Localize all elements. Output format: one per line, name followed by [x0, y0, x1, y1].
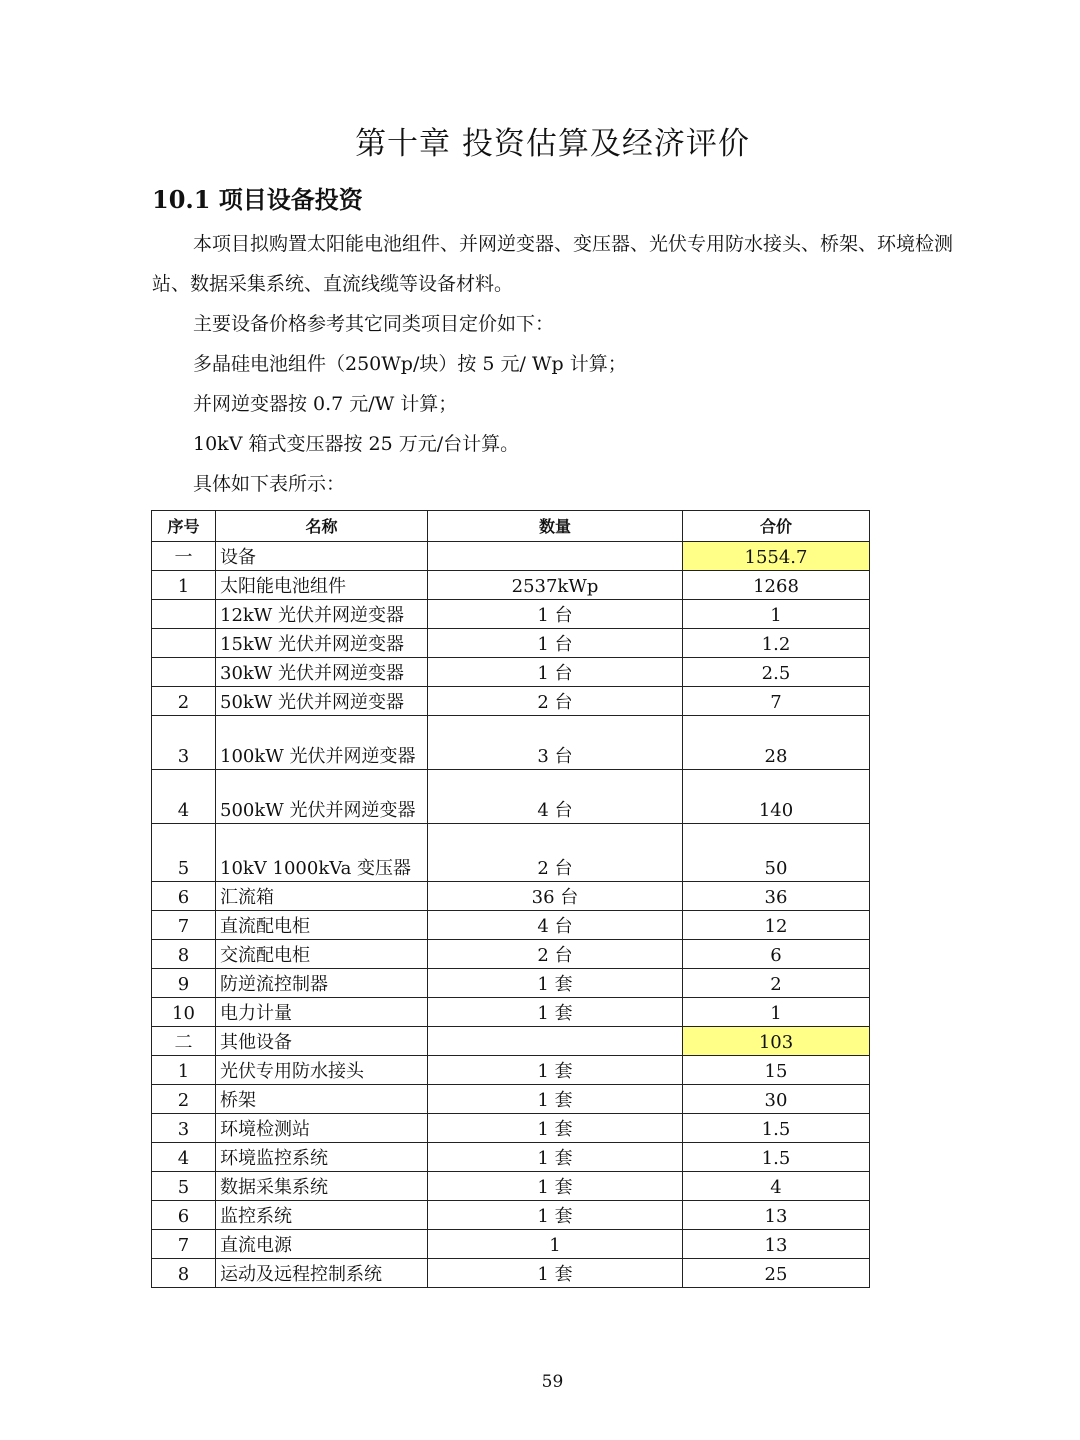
row-price: 36: [683, 882, 870, 911]
row-qty: 1: [428, 1230, 683, 1259]
row-name: 直流电源: [216, 1230, 428, 1259]
table-row: [152, 1114, 870, 1143]
row-qty: 1 套: [428, 969, 683, 998]
table-row: [152, 1143, 870, 1172]
table-row: [152, 1172, 870, 1201]
row-qty: 2537kWp: [428, 571, 683, 600]
row-name: 运动及远程控制系统: [216, 1259, 428, 1288]
row-qty: 1 套: [428, 1143, 683, 1172]
row-price-subtotal: 103: [683, 1027, 870, 1056]
row-seq: 一: [152, 542, 216, 571]
row-price: 140: [683, 770, 870, 824]
row-seq: [152, 629, 216, 658]
table-row: [152, 911, 870, 940]
row-price: 1: [683, 600, 870, 629]
header-name: 名称: [216, 511, 428, 542]
table-row: [152, 600, 870, 629]
row-qty: 1 台: [428, 658, 683, 687]
row-qty: 1 套: [428, 1201, 683, 1230]
table-row: [152, 658, 870, 687]
row-name: 数据采集系统: [216, 1172, 428, 1201]
row-price-subtotal: 1554.7: [683, 542, 870, 571]
row-seq: 4: [152, 770, 216, 824]
row-seq: 8: [152, 1259, 216, 1288]
row-qty: 1 套: [428, 1114, 683, 1143]
row-name: 15kW 光伏并网逆变器: [216, 629, 428, 658]
table-row: [152, 1201, 870, 1230]
row-name: 监控系统: [216, 1201, 428, 1230]
row-qty: 4 台: [428, 770, 683, 824]
row-qty: 4 台: [428, 911, 683, 940]
intro-paragraph: 本项目拟购置太阳能电池组件、并网逆变器、变压器、光伏专用防水接头、桥架、环境检测站、数据采集系统、直流线缆等设备材料。: [152, 233, 954, 295]
row-price: 12: [683, 911, 870, 940]
row-price: 30: [683, 1085, 870, 1114]
table-row: [152, 770, 870, 824]
row-seq: 2: [152, 1085, 216, 1114]
row-seq: 7: [152, 1230, 216, 1259]
row-name: 100kW 光伏并网逆变器: [216, 716, 428, 770]
row-price: 1: [683, 998, 870, 1027]
table-row: [152, 824, 870, 882]
row-qty: 1 套: [428, 1259, 683, 1288]
table-row: [152, 1027, 870, 1056]
row-name: 30kW 光伏并网逆变器: [216, 658, 428, 687]
row-name: 直流配电柜: [216, 911, 428, 940]
row-name: 汇流箱: [216, 882, 428, 911]
row-qty: 1 台: [428, 600, 683, 629]
row-qty: [428, 542, 683, 571]
row-seq: 6: [152, 1201, 216, 1230]
row-qty: 1 套: [428, 1056, 683, 1085]
row-price: 15: [683, 1056, 870, 1085]
module-price-line: 多晶硅电池组件（250Wp/块）按 5 元/ Wp 计算；: [193, 353, 627, 375]
row-price: 25: [683, 1259, 870, 1288]
row-price: 7: [683, 687, 870, 716]
equipment-investment-table: [151, 510, 870, 1288]
row-seq: 7: [152, 911, 216, 940]
table-row: [152, 629, 870, 658]
row-price: 1.2: [683, 629, 870, 658]
table-header-row: [152, 511, 870, 542]
header-price: 合价: [683, 511, 870, 542]
row-name: 环境检测站: [216, 1114, 428, 1143]
row-price: 4: [683, 1172, 870, 1201]
row-name: 桥架: [216, 1085, 428, 1114]
row-name: 50kW 光伏并网逆变器: [216, 687, 428, 716]
row-name: 10kV 1000kVa 变压器: [216, 824, 428, 882]
table-row: [152, 1056, 870, 1085]
row-seq: 8: [152, 940, 216, 969]
row-price: 6: [683, 940, 870, 969]
row-seq: 1: [152, 1056, 216, 1085]
row-seq: 3: [152, 716, 216, 770]
inverter-price-line: 并网逆变器按 0.7 元/W 计算；: [193, 393, 458, 415]
row-price: 28: [683, 716, 870, 770]
row-price: 13: [683, 1201, 870, 1230]
section-title: 10.1 项目设备投资: [152, 185, 363, 214]
table-row: [152, 940, 870, 969]
chapter-title: 第十章 投资估算及经济评价: [355, 126, 750, 162]
table-row: [152, 542, 870, 571]
row-name: 12kW 光伏并网逆变器: [216, 600, 428, 629]
page-number: 59: [541, 1372, 564, 1392]
row-seq: 9: [152, 969, 216, 998]
row-seq: [152, 658, 216, 687]
row-qty: 2 台: [428, 940, 683, 969]
row-name: 其他设备: [216, 1027, 428, 1056]
row-seq: 4: [152, 1143, 216, 1172]
table-row: [152, 1230, 870, 1259]
table-row: [152, 969, 870, 998]
table-row: [152, 882, 870, 911]
row-name: 电力计量: [216, 998, 428, 1027]
row-seq: 2: [152, 687, 216, 716]
transformer-price-line: 10kV 箱式变压器按 25 万元/台计算。: [193, 433, 520, 455]
row-qty: 1 套: [428, 1172, 683, 1201]
row-qty: 1 套: [428, 1085, 683, 1114]
row-qty: 36 台: [428, 882, 683, 911]
header-qty: 数量: [428, 511, 683, 542]
table-row: [152, 571, 870, 600]
row-qty: 1 台: [428, 629, 683, 658]
row-name: 设备: [216, 542, 428, 571]
row-seq: 二: [152, 1027, 216, 1056]
row-seq: 10: [152, 998, 216, 1027]
row-price: 50: [683, 824, 870, 882]
row-name: 交流配电柜: [216, 940, 428, 969]
row-seq: [152, 600, 216, 629]
row-qty: 3 台: [428, 716, 683, 770]
header-seq: 序号: [152, 511, 216, 542]
row-name: 环境监控系统: [216, 1143, 428, 1172]
table-row: [152, 998, 870, 1027]
table-row: [152, 1085, 870, 1114]
row-name: 太阳能电池组件: [216, 571, 428, 600]
table-row: [152, 716, 870, 770]
row-seq: 5: [152, 824, 216, 882]
row-name: 光伏专用防水接头: [216, 1056, 428, 1085]
row-price: 13: [683, 1230, 870, 1259]
row-price: 1268: [683, 571, 870, 600]
row-price: 2: [683, 969, 870, 998]
row-seq: 1: [152, 571, 216, 600]
row-name: 500kW 光伏并网逆变器: [216, 770, 428, 824]
row-qty: 2 台: [428, 824, 683, 882]
row-qty: [428, 1027, 683, 1056]
table-row: [152, 1259, 870, 1288]
row-seq: 3: [152, 1114, 216, 1143]
row-name: 防逆流控制器: [216, 969, 428, 998]
row-price: 1.5: [683, 1114, 870, 1143]
row-price: 2.5: [683, 658, 870, 687]
row-qty: 1 套: [428, 998, 683, 1027]
row-price: 1.5: [683, 1143, 870, 1172]
table-intro-line: 具体如下表所示：: [193, 473, 346, 495]
price-reference-paragraph: 主要设备价格参考其它同类项目定价如下：: [193, 313, 555, 335]
row-seq: 5: [152, 1172, 216, 1201]
row-qty: 2 台: [428, 687, 683, 716]
table-row: [152, 687, 870, 716]
row-seq: 6: [152, 882, 216, 911]
